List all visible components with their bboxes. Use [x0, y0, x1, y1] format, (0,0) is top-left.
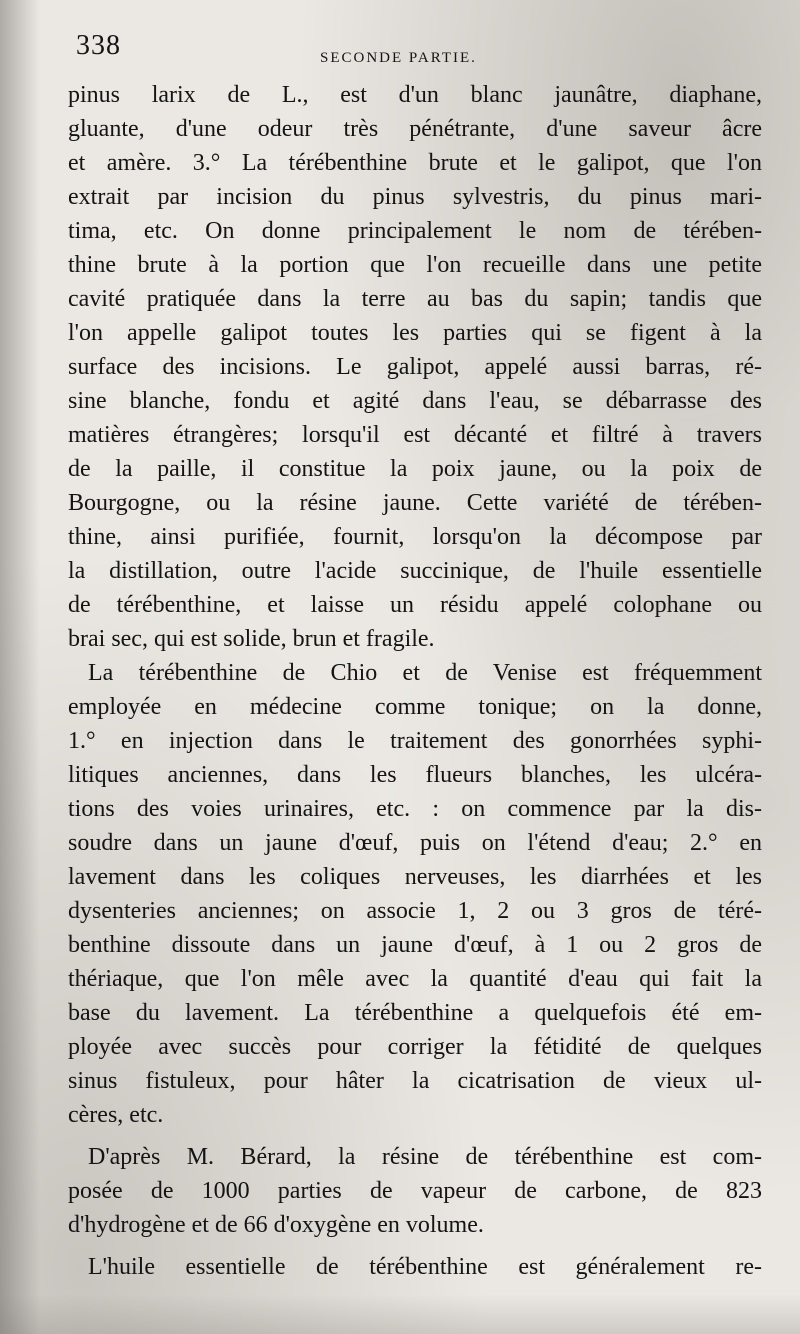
page-number: 338 [76, 30, 121, 61]
paragraph [68, 78, 762, 656]
page-bottom-shadow [0, 1294, 800, 1334]
text-line: gluante, d'une odeur très pénétrante, d'une saveur âcre [68, 116, 762, 142]
text-line: L'huile essentielle de térébenthine est généralement re- [88, 1254, 762, 1280]
paragraph [68, 1250, 762, 1284]
text-line: La térébenthine de Chio et de Venise est fréquemment [88, 660, 762, 686]
text-line: brai sec, qui est solide, brun et fragile. [68, 626, 435, 652]
text-line: tions des voies urinaires, etc. : on commence par la dis- [68, 796, 762, 822]
text-line: et amère. 3.° La térébenthine brute et le galipot, que l'on [68, 150, 762, 176]
text-line: base du lavement. La térébenthine a quelquefois été em- [68, 1000, 762, 1026]
text-line: d'hydrogène et de 66 d'oxygène en volume. [68, 1212, 484, 1238]
text-line: employée en médecine comme tonique; on la donne, [68, 694, 762, 720]
paragraph [68, 656, 762, 1132]
text-line: de térébenthine, et laisse un résidu appelé colophane ou [68, 592, 762, 618]
body-text [68, 78, 762, 1284]
text-line: lavement dans les coliques nerveuses, les diarrhées et les [68, 864, 762, 890]
page-header [0, 30, 800, 70]
text-line: Bourgogne, ou la résine jaune. Cette variété de térében- [68, 490, 762, 516]
text-line: thériaque, que l'on mêle avec la quantité d'eau qui fait la [68, 966, 762, 992]
paragraph-spacer [68, 1242, 762, 1250]
paragraph [68, 1140, 762, 1242]
text-line: cavité pratiquée dans la terre au bas du sapin; tandis que [68, 286, 762, 312]
text-line: pinus larix de L., est d'un blanc jaunâtre, diaphane, [68, 82, 762, 108]
text-line: sine blanche, fondu et agité dans l'eau, se débarrasse des [68, 388, 762, 414]
text-line: de la paille, il constitue la poix jaune, ou la poix de [68, 456, 762, 482]
page-gutter-shadow [0, 0, 40, 1334]
text-line: D'après M. Bérard, la résine de térébenthine est com- [88, 1144, 762, 1170]
text-line: extrait par incision du pinus sylvestris, du pinus mari- [68, 184, 762, 210]
text-line: soudre dans un jaune d'œuf, puis on l'étend d'eau; 2.° en [68, 830, 762, 856]
text-line: 1.° en injection dans le traitement des gonorrhées syphi- [68, 728, 762, 754]
text-line: thine brute à la portion que l'on recueille dans une petite [68, 252, 762, 278]
text-line: matières étrangères; lorsqu'il est décanté et filtré à travers [68, 422, 762, 448]
text-line: thine, ainsi purifiée, fournit, lorsqu'on la décompose par [68, 524, 762, 550]
text-line: la distillation, outre l'acide succinique, de l'huile essentielle [68, 558, 762, 584]
text-line: tima, etc. On donne principalement le nom de térében- [68, 218, 762, 244]
text-line: litiques anciennes, dans les flueurs blanches, les ulcéra- [68, 762, 762, 788]
text-line: surface des incisions. Le galipot, appelé aussi barras, ré- [68, 354, 762, 380]
text-line: l'on appelle galipot toutes les parties qui se figent à la [68, 320, 762, 346]
paragraph-spacer [68, 1132, 762, 1140]
text-line: ployée avec succès pour corriger la fétidité de quelques [68, 1034, 762, 1060]
text-line: sinus fistuleux, pour hâter la cicatrisation de vieux ul- [68, 1068, 762, 1094]
text-line: cères, etc. [68, 1102, 164, 1128]
text-line: benthine dissoute dans un jaune d'œuf, à 1 ou 2 gros de [68, 932, 762, 958]
text-line: dysenteries anciennes; on associe 1, 2 ou 3 gros de téré- [68, 898, 762, 924]
running-head: SECONDE PARTIE. [320, 50, 477, 66]
text-line: posée de 1000 parties de vapeur de carbone, de 823 [68, 1178, 762, 1204]
